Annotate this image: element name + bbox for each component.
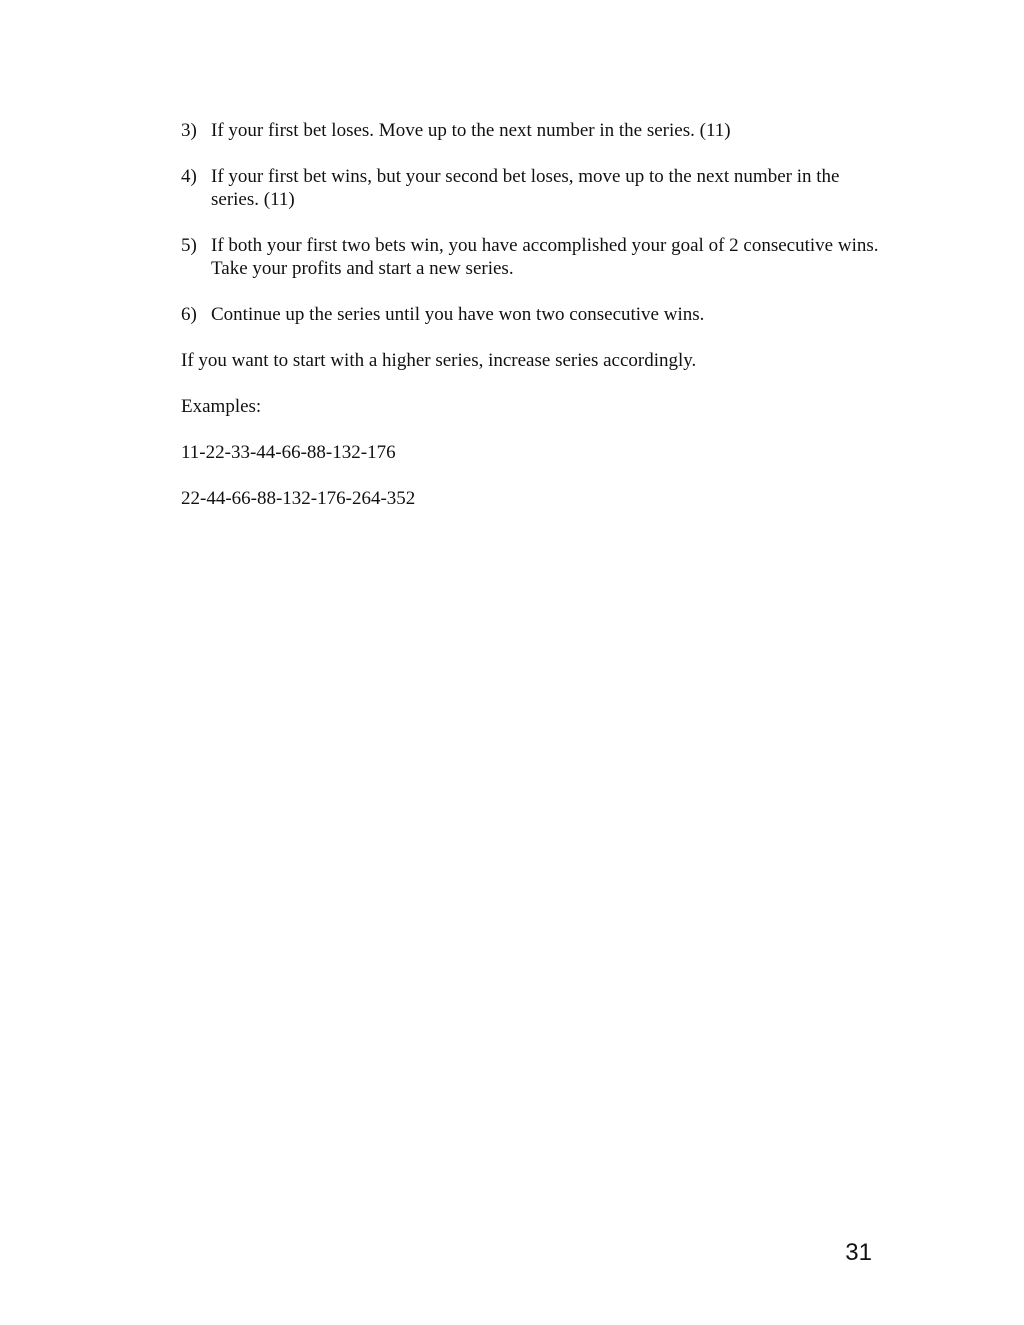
list-item-number: 3) [181,120,197,141]
list-item-number: 6) [181,304,197,325]
list-item [181,165,881,211]
examples-label: Examples: [181,396,262,417]
list-item-number: 5) [181,235,197,256]
list-item [181,234,881,280]
list-item-text: If both your first two bets win, you have accomplished your goal of 2 consecutive wins. Take your profits and start a new series. [211,235,879,279]
example-series-2: 22-44-66-88-132-176-264-352 [181,488,416,509]
example-series-1: 11-22-33-44-66-88-132-176 [181,442,396,463]
page-content [181,119,881,533]
page-number: 31 [845,1239,872,1266]
list-item-text: Continue up the series until you have won two consecutive wins. [211,304,705,325]
higher-series-paragraph: If you want to start with a higher series, increase series accordingly. [181,350,697,371]
list-item-text: If your first bet wins, but your second bet loses, move up to the next number in the series. (11) [211,166,840,210]
list-item-number: 4) [181,166,197,187]
list-item [181,119,881,142]
list-item [181,303,881,326]
list-item-text: If your first bet loses. Move up to the next number in the series. (11) [211,120,731,141]
